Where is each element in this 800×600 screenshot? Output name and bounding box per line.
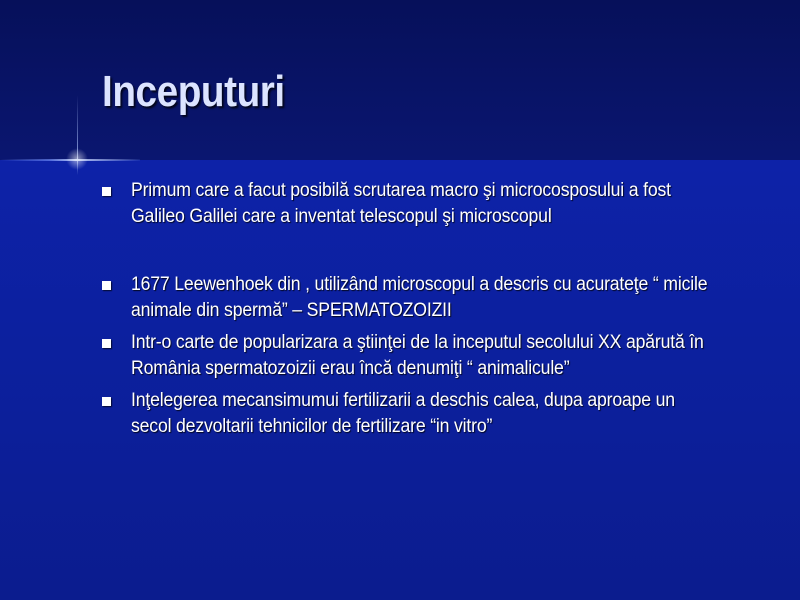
bullet-text-line: 1677 Leewenhoek din , utilizând microscopul a descris cu acurateţe “ micile	[131, 274, 708, 295]
decorative-glow	[66, 148, 88, 170]
bullet-text	[131, 388, 754, 440]
bullet-text-line: Galileo Galilei care a inventat telescopul şi microscopul	[131, 206, 552, 227]
bullet-list	[100, 178, 760, 440]
bullet-text-line: secol dezvoltarii tehnicilor de fertilizare “in vitro”	[131, 416, 493, 437]
bullet-text	[131, 330, 754, 382]
bullet-text-line: Inţelegerea mecansimumui fertilizarii a deschis calea, dupa aproape un	[131, 390, 675, 411]
bullet-item	[100, 388, 760, 440]
bullet-text-line: România spermatozoizii erau încă denumiţi “ animalicule”	[131, 358, 570, 379]
bullet-item	[100, 330, 760, 382]
slide-title: Inceputuri	[102, 67, 285, 116]
bullet-text-line: Intr-o carte de popularizara a ştiinţei de la inceputul secolului XX apărută în	[131, 332, 704, 353]
square-bullet-icon	[102, 281, 111, 290]
square-bullet-icon	[102, 397, 111, 406]
bullet-text-line: animale din spermă” – SPERMATOZOIZII	[131, 300, 452, 321]
bullet-text	[131, 272, 754, 324]
square-bullet-icon	[102, 187, 111, 196]
bullet-text-line: Primum care a facut posibilă scrutarea macro şi microcosposului a fost	[131, 180, 671, 201]
bullet-text	[131, 178, 754, 230]
bullet-item	[100, 178, 760, 230]
square-bullet-icon	[102, 339, 111, 348]
bullet-item	[100, 272, 760, 324]
